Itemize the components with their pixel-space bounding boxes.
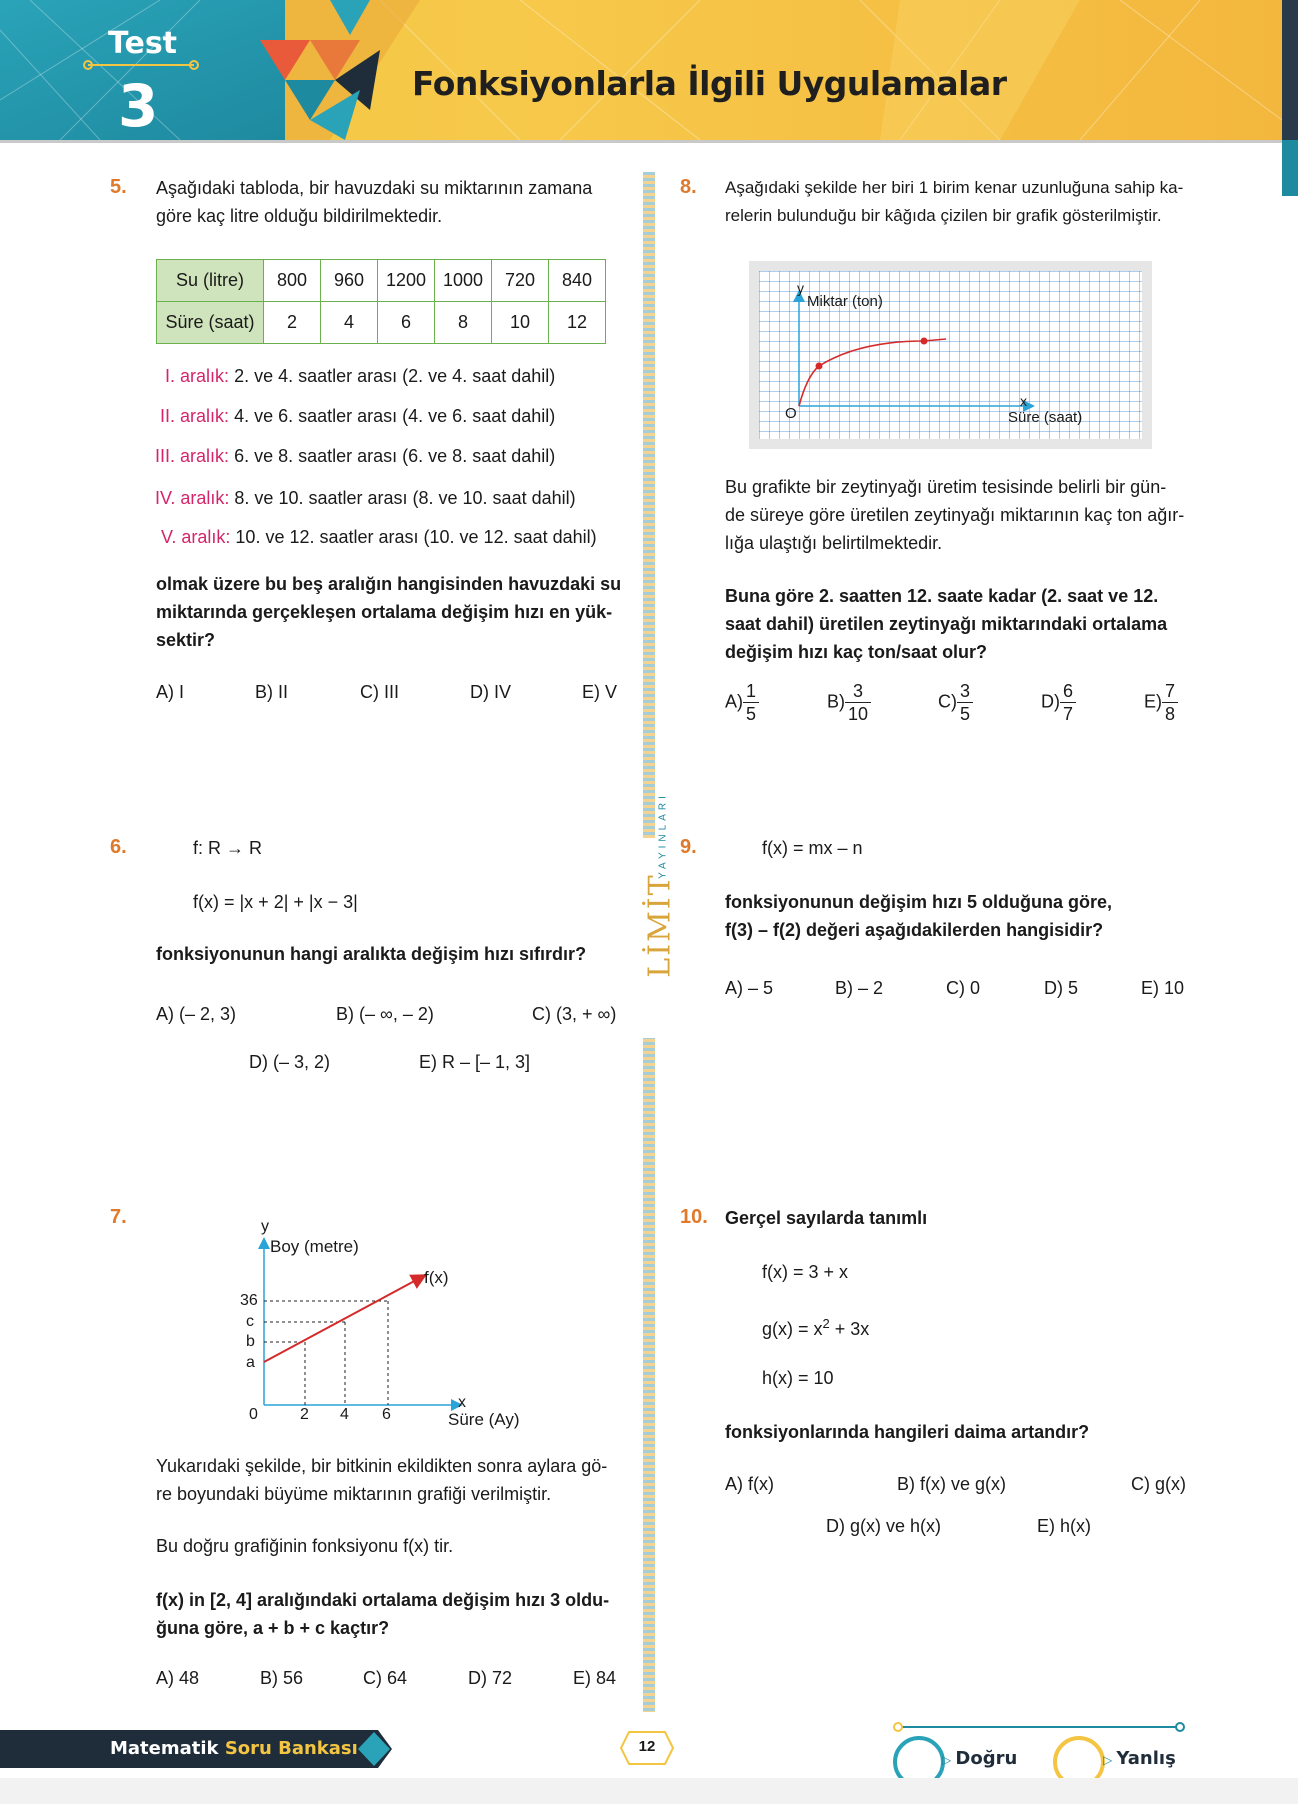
brand-sub: YAYINLARI xyxy=(657,792,669,879)
table-cell: 960 xyxy=(321,260,378,302)
test-underline xyxy=(82,58,202,72)
answer-b[interactable]: B) f(x) ve g(x) xyxy=(897,1474,1007,1494)
table-cell: 800 xyxy=(264,260,321,302)
question-text: fonksiyonunun değişim hızı 5 olduğuna göre, xyxy=(725,892,1113,912)
y-tick: a xyxy=(246,1354,255,1371)
question-number: 8. xyxy=(680,176,697,198)
brand-name: LİMİT xyxy=(642,873,678,978)
x-tick: 4 xyxy=(340,1406,349,1423)
answer-d[interactable]: D) $\frac{6}{7}$ xyxy=(1041,680,1076,725)
question-number: 5. xyxy=(110,176,127,198)
question-text: fonksiyonlarında hangileri daima artandır? xyxy=(725,1422,1090,1442)
answer-e[interactable]: E) h(x) xyxy=(1037,1516,1091,1536)
table-cell: 1200 xyxy=(378,260,435,302)
question-text: miktarında gerçekleşen ortalama değişim hızı en yük- xyxy=(156,602,613,622)
question-text: de süreye göre üretilen zeytinyağı miktarının kaç ton ağır- xyxy=(725,505,1185,525)
table-cell: 2 xyxy=(264,302,321,344)
header-logo-triangles xyxy=(250,0,390,140)
answer-b[interactable]: B) – 2 xyxy=(835,978,884,998)
question-intro: relerin bulunduğu bir kâğıda çizilen bir grafik gösterilmiştir. xyxy=(725,206,1162,225)
question-text: saat dahil) üretilen zeytinyağı miktarındaki ortalama xyxy=(725,614,1168,634)
list-item: IV. aralık: 8. ve 10. saatler arası (8. ve 10. saat dahil) xyxy=(155,488,576,508)
answer-c[interactable]: C) III xyxy=(360,682,399,702)
question-text: sektir? xyxy=(156,630,216,650)
test-label: Test xyxy=(108,26,178,61)
list-item: I. aralık: 2. ve 4. saatler arası (2. ve 4. saat dahil) xyxy=(165,366,556,386)
table-cell: 6 xyxy=(378,302,435,344)
answer-a[interactable]: A) 48 xyxy=(156,1668,200,1688)
question-text: değişim hızı kaç ton/saat olur? xyxy=(725,642,988,662)
table-cell: 4 xyxy=(321,302,378,344)
question-number: 10. xyxy=(680,1206,708,1228)
function-g: $g(x) = x^2 + 3x$ xyxy=(762,1316,870,1339)
function-definition: f(x) = mx – n xyxy=(762,838,863,858)
y-axis-name: y xyxy=(797,280,804,296)
y-axis-name: y xyxy=(261,1218,269,1235)
answer-c[interactable]: C) g(x) xyxy=(1131,1474,1186,1494)
y-tick: 36 xyxy=(240,1292,258,1309)
question-text: f(3) – f(2) değeri aşağıdakilerden hangisidir? xyxy=(725,920,1104,940)
y-tick: b xyxy=(246,1333,255,1350)
answer-b[interactable]: B) $\frac{3}{10}$ xyxy=(827,680,871,725)
row-header: Süre (saat) xyxy=(157,302,264,344)
header-divider xyxy=(0,140,1282,143)
page-title: Fonksiyonlarla İlgili Uygulamalar xyxy=(412,64,1007,103)
question-text: lığa ulaştığı belirtilmektedir. xyxy=(725,533,943,553)
list-item: V. aralık: 10. ve 12. saatler arası (10. ve 12. saat dahil) xyxy=(161,527,597,547)
table-cell: 720 xyxy=(492,260,549,302)
x-tick: 6 xyxy=(382,1406,391,1423)
answer-b[interactable]: B) (– ∞, – 2) xyxy=(336,1004,434,1024)
function-line xyxy=(264,1278,420,1362)
book-title: Matematik Soru Bankası xyxy=(110,1738,358,1759)
question-text: olmak üzere bu beş aralığın hangisinden havuzdaki su xyxy=(156,574,622,594)
list-item: II. aralık: 4. ve 6. saatler arası (4. ve 6. saat dahil) xyxy=(160,406,556,426)
y-axis-label: Miktar (ton) xyxy=(807,293,883,310)
x-axis-name: x xyxy=(1020,393,1027,409)
answer-a[interactable]: A) $\frac{1}{5}$ xyxy=(725,680,759,725)
answer-tracker-line xyxy=(890,1720,1192,1734)
question-intro: göre kaç litre olduğu bildirilmektedir. xyxy=(156,206,443,226)
curve-point xyxy=(921,338,928,345)
x-axis-label: Süre (saat) xyxy=(1008,409,1083,426)
answer-d[interactable]: D) IV xyxy=(470,682,512,702)
question-number: 9. xyxy=(680,836,697,858)
answer-d[interactable]: D) 72 xyxy=(468,1668,513,1688)
x-tick: 0 xyxy=(249,1406,258,1423)
bottom-strip xyxy=(0,1778,1298,1804)
function-domain: f: R → R xyxy=(193,838,263,858)
answer-d[interactable]: D) g(x) ve h(x) xyxy=(826,1516,942,1536)
answer-a[interactable]: A) f(x) xyxy=(725,1474,774,1494)
answer-e[interactable]: E) R – [– 1, 3] xyxy=(419,1052,531,1072)
table-row xyxy=(157,260,606,302)
answer-e[interactable]: E) V xyxy=(582,682,618,702)
answer-a[interactable]: A) I xyxy=(156,682,185,702)
page-header xyxy=(0,0,1282,140)
answer-d[interactable]: D) (– 3, 2) xyxy=(249,1052,331,1072)
page-number: 12 xyxy=(638,1738,656,1755)
table-cell: 12 xyxy=(549,302,606,344)
function-definition: f(x) = |x + 2| + |x − 3| xyxy=(193,892,358,912)
table-cell: 840 xyxy=(549,260,606,302)
question-text: Yukarıdaki şekilde, bir bitkinin ekildikten sonra aylara gö- xyxy=(156,1456,608,1476)
origin-label: O xyxy=(785,405,797,422)
x-axis-label: Süre (Ay) xyxy=(448,1410,520,1429)
answer-e[interactable]: E) $\frac{7}{8}$ xyxy=(1144,680,1178,725)
question-number: 6. xyxy=(110,836,127,858)
side-tab-accent xyxy=(1282,140,1298,196)
answer-b[interactable]: B) II xyxy=(255,682,289,702)
y-axis-label: Boy (metre) xyxy=(270,1237,359,1256)
answer-e[interactable]: E) 84 xyxy=(573,1668,617,1688)
answer-e[interactable]: E) 10 xyxy=(1141,978,1185,998)
function-label: f(x) xyxy=(424,1268,449,1287)
x-axis-name: x xyxy=(458,1394,466,1411)
x-tick: 2 xyxy=(300,1406,309,1423)
test-number: 3 xyxy=(118,72,159,140)
table-cell: 8 xyxy=(435,302,492,344)
function-f: f(x) = 3 + x xyxy=(762,1262,849,1282)
question-text: Bu doğru grafiğinin fonksiyonu f(x) tir. xyxy=(156,1536,454,1556)
question-intro: Gerçel sayılarda tanımlı xyxy=(725,1208,928,1228)
answer-c[interactable]: C) 0 xyxy=(946,978,981,998)
answer-c[interactable]: C) 64 xyxy=(363,1668,408,1688)
wrong-label: ▷ Yanlış xyxy=(1103,1748,1176,1769)
answer-a[interactable]: A) – 5 xyxy=(725,978,774,998)
question-intro: Aşağıdaki şekilde her biri 1 birim kenar uzunluğuna sahip ka- xyxy=(725,178,1184,197)
publisher-logo xyxy=(630,792,680,1030)
water-table xyxy=(156,259,606,344)
question-text: Bu grafikte bir zeytinyağı üretim tesisinde belirli bir gün- xyxy=(725,477,1167,497)
function-h: h(x) = 10 xyxy=(762,1368,834,1388)
answer-c[interactable]: C) (3, + ∞) xyxy=(532,1004,617,1024)
table-row xyxy=(157,302,606,344)
question-number: 7. xyxy=(110,1206,127,1228)
answer-d[interactable]: D) 5 xyxy=(1044,978,1079,998)
question-text: Buna göre 2. saatten 12. saate kadar (2. saat ve 12. xyxy=(725,586,1159,606)
answer-a[interactable]: A) (– 2, 3) xyxy=(156,1004,237,1024)
correct-label: ▷ Doğru xyxy=(942,1748,1018,1769)
row-header: Su (litre) xyxy=(157,260,264,302)
answer-b[interactable]: B) 56 xyxy=(260,1668,304,1688)
table-cell: 10 xyxy=(492,302,549,344)
grid-graph xyxy=(749,261,1152,449)
y-tick: c xyxy=(246,1313,254,1330)
curve-point xyxy=(816,363,823,370)
question-intro: Aşağıdaki tabloda, bir havuzdaki su miktarının zamana xyxy=(156,178,593,198)
list-item: III. aralık: 6. ve 8. saatler arası (6. ve 8. saat dahil) xyxy=(155,446,556,466)
footer-diamond-icon xyxy=(356,1730,392,1768)
table-cell: 1000 xyxy=(435,260,492,302)
question-text: fonksiyonunun hangi aralıkta değişim hızı sıfırdır? xyxy=(156,944,587,964)
question-text: re boyundaki büyüme miktarının grafiği verilmiştir. xyxy=(156,1484,552,1504)
answer-c[interactable]: C) $\frac{3}{5}$ xyxy=(938,680,973,725)
question-text: ğuna göre, a + b + c kaçtır? xyxy=(156,1618,390,1638)
question-text: f(x) in [2, 4] aralığındaki ortalama değişim hızı 3 oldu- xyxy=(156,1590,610,1610)
